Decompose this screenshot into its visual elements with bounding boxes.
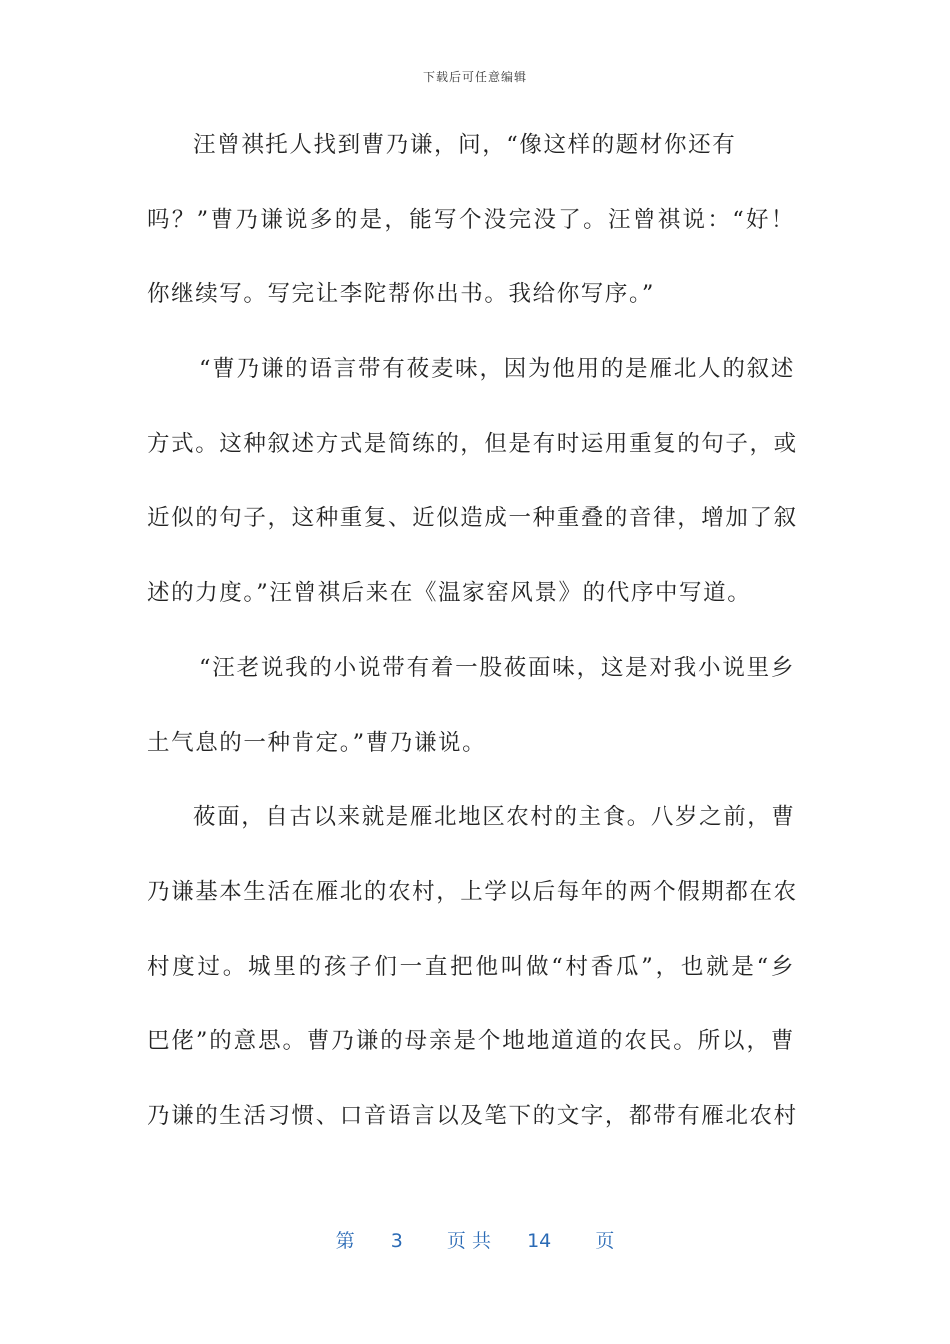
current-page-number: 3 <box>390 1230 403 1252</box>
page-header-note: 下载后可任意编辑 <box>422 70 527 84</box>
footer-prefix: 第 <box>335 1230 355 1252</box>
paragraph-line: 近似的句子，这种重复、近似造成一种重叠的音律，增加了叙 <box>147 505 798 532</box>
footer-middle: 页 共 <box>446 1230 491 1252</box>
paragraph-line: 方式。这种叙述方式是简练的，但是有时运用重复的句子，或 <box>147 430 798 457</box>
paragraph-line: 吗？”曹乃谦说多的是，能写个没完没了。汪曾祺说：“好！ <box>147 206 795 233</box>
paragraph-line: 你继续写。写完让李陀帮你出书。我给你写序。” <box>147 281 655 308</box>
paragraph-line: 土气息的一种肯定。”曹乃谦说。 <box>147 729 487 756</box>
footer-suffix: 页 <box>595 1230 615 1252</box>
paragraph-line: 村度过。城里的孩子们一直把他叫做“村香瓜”，也就是“乡 <box>147 953 795 980</box>
document-body <box>147 123 798 1169</box>
paragraph-line: 乃谦的生活习惯、口音语言以及笔下的文字，都带有雁北农村 <box>147 1102 798 1129</box>
paragraph-line: 乃谦基本生活在雁北的农村，上学以后每年的两个假期都在农 <box>147 878 798 905</box>
paragraph-line: “汪老说我的小说带有着一股莜面味，这是对我小说里乡 <box>199 654 795 681</box>
paragraph-line: “曹乃谦的语言带有莜麦味，因为他用的是雁北人的叙述 <box>199 356 795 383</box>
paragraph-line: 汪曾祺托人找到曹乃谦，问，“像这样的题材你还有 <box>193 132 737 158</box>
paragraph-line: 述的力度。”汪曾祺后来在《温家窑风景》的代序中写道。 <box>147 580 752 607</box>
paragraph-line: 巴佬”的意思。曹乃谦的母亲是个地地道道的农民。所以，曹 <box>147 1028 795 1055</box>
paragraph-line: 莜面，自古以来就是雁北地区农村的主食。八岁之前，曹 <box>193 804 796 831</box>
page-number-footer <box>0 1226 950 1253</box>
total-pages-number: 14 <box>527 1230 552 1252</box>
